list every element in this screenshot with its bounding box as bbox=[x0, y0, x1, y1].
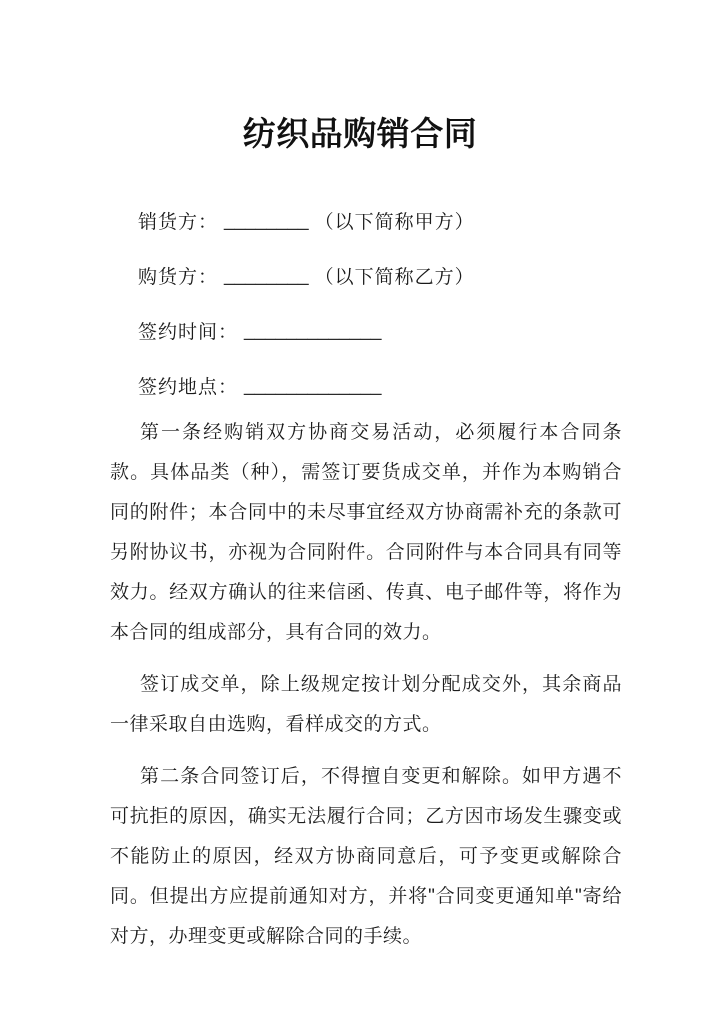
seller-alias-note: （以下简称甲方） bbox=[314, 212, 475, 233]
buyer-blank-line: ________ bbox=[224, 264, 309, 286]
signing-date-blank-line: _____________ bbox=[244, 319, 382, 341]
paragraph-clause-2: 第二条合同签订后，不得擅自变更和解除。如甲方遇不可抗拒的原因，确实无法履行合同；乙方因市场发生骤变或不能防止的原因，经双方协商同意后，可予变更或解除合同。但提出方应提前通知对方，并将"合同变更通知单"寄给对方，办理变更或解除合同的手续。 bbox=[110, 766, 622, 947]
buyer-alias-note: （以下简称乙方） bbox=[314, 267, 475, 288]
seller-label: 销货方： bbox=[138, 212, 219, 233]
field-seller bbox=[138, 193, 720, 248]
field-signing-place bbox=[138, 358, 720, 413]
field-buyer bbox=[138, 248, 720, 303]
field-signing-date bbox=[138, 303, 720, 358]
signing-place-label: 签约地点： bbox=[138, 377, 239, 398]
signing-place-blank-line: _____________ bbox=[244, 374, 382, 396]
document-title: 纺织品购销合同 bbox=[242, 117, 478, 153]
paragraph-clause-1: 第一条经购销双方协商交易活动，必须履行本合同条款。具体品类（种），需签订要货成交单，并作为本购销合同的附件；本合同中的未尽事宜经双方协商需补充的条款可另附协议书，亦视为合同附件。合同附件与本合同具有同等效力。经双方确认的往来信函、传真、电子邮件等，将作为本合同的组成部分，具有合同的效力。 bbox=[110, 422, 622, 643]
contract-body bbox=[110, 413, 622, 957]
field-list bbox=[138, 193, 720, 413]
signing-date-label: 签约时间： bbox=[138, 322, 239, 343]
buyer-label: 购货方： bbox=[138, 267, 219, 288]
paragraph-deal-note: 签订成交单，除上级规定按计划分配成交外，其余商品一律采取自由选购，看样成交的方式。 bbox=[110, 674, 622, 735]
seller-blank-line: ________ bbox=[224, 209, 309, 231]
